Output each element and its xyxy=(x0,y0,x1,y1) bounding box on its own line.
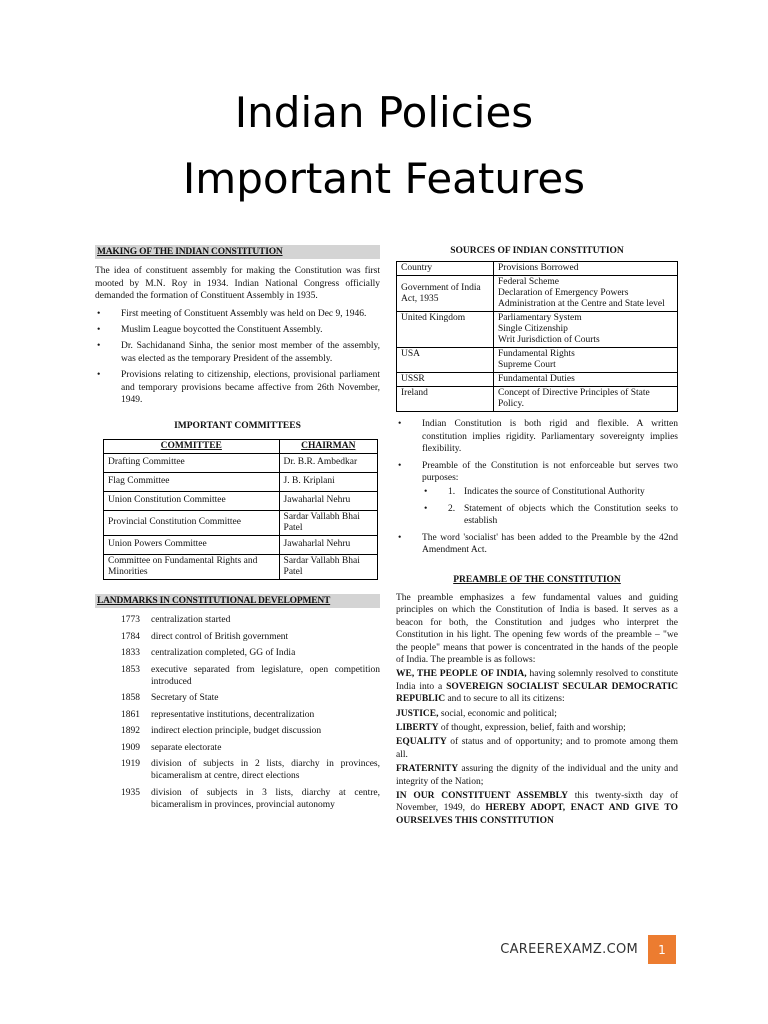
table-cell: J. B. Kriplani xyxy=(279,472,377,491)
list-item xyxy=(95,709,380,721)
list-item xyxy=(95,742,380,754)
column-header: Provisions Borrowed xyxy=(494,262,678,276)
preamble-fraternity xyxy=(396,763,678,788)
table-cell xyxy=(494,348,678,373)
list-item xyxy=(95,664,380,689)
landmark-year: 1784 xyxy=(121,631,140,642)
provision-line: Single Citizenship xyxy=(498,324,568,335)
provision-line: Fundamental Rights xyxy=(498,349,575,360)
provision-line: Concept of Directive Principles of State Policy. xyxy=(498,388,650,410)
provision-line: Declaration of Emergency Powers xyxy=(498,288,629,299)
column-header: CHAIRMAN xyxy=(279,439,377,453)
landmark-text: division of subjects in 2 lists, diarchy in provinces, bicameralism at centre, direct elections xyxy=(151,758,380,782)
preamble-liberty xyxy=(396,722,678,734)
plain-text: of thought, expression, belief, faith and worship; xyxy=(438,722,626,733)
bold-text: HEREBY ADOPT, ENACT AND GIVE TO OURSELVES THIS CONSTITUTION xyxy=(396,803,678,826)
page-number-badge: 1 xyxy=(648,935,676,964)
landmarks-heading: LANDMARKS IN CONSTITUTIONAL DEVELOPMENT xyxy=(95,594,380,608)
plain-text: assuring the dignity of the individual and the unity and integrity of the Nation; xyxy=(396,764,678,787)
table-row xyxy=(104,535,378,554)
constitution-bullets xyxy=(396,418,678,556)
provision-line: Parliamentary System xyxy=(498,313,582,324)
preamble-in-our xyxy=(396,790,678,827)
table-cell: Sardar Vallabh Bhai Patel xyxy=(279,554,377,579)
table-cell xyxy=(494,387,678,412)
list-item: • Dr. Sachidanand Sinha, the senior most member of the assembly, was elected as the temporary President of the assembly. xyxy=(95,340,380,365)
table-cell: Drafting Committee xyxy=(104,453,280,472)
bold-text: LIBERTY xyxy=(396,722,439,733)
table-row xyxy=(397,348,678,373)
committees-heading: IMPORTANT COMMITTEES xyxy=(174,421,301,432)
preamble-we xyxy=(396,668,678,705)
making-heading: MAKING OF THE INDIAN CONSTITUTION xyxy=(95,245,380,259)
list-item xyxy=(95,631,380,643)
landmark-year: 1773 xyxy=(121,615,140,626)
bold-text: JUSTICE, xyxy=(396,708,439,719)
table-cell: Sardar Vallabh Bhai Patel xyxy=(279,510,377,535)
landmark-year: 1853 xyxy=(121,664,140,675)
list-item xyxy=(95,725,380,737)
landmark-text: centralization started xyxy=(151,615,231,626)
list-item xyxy=(422,486,678,498)
page-title-line1: Indian Policies xyxy=(234,88,534,137)
bold-text: IN OUR CONSTITUENT ASSEMBLY xyxy=(396,790,568,801)
committees-table xyxy=(103,439,378,580)
list-item: • Muslim League boycotted the Constituent Assembly. xyxy=(95,324,380,336)
sources-heading: SOURCES OF INDIAN CONSTITUTION xyxy=(450,246,624,256)
provision-line: Writ Jurisdiction of Courts xyxy=(498,335,600,346)
landmark-text: centralization completed, GG of India xyxy=(151,648,296,659)
plain-text: having solemnly resolved to constitute India into a xyxy=(396,669,678,692)
table-cell: Provincial Constitution Committee xyxy=(104,510,280,535)
preamble-justice xyxy=(396,708,678,720)
landmark-text: executive separated from legislature, open competition introduced xyxy=(151,664,380,687)
table-cell: Committee on Fundamental Rights and Minorities xyxy=(104,554,280,579)
table-cell: Ireland xyxy=(397,387,494,412)
list-item xyxy=(95,647,380,659)
list-item xyxy=(95,758,380,783)
table-row xyxy=(397,312,678,348)
table-cell: United Kingdom xyxy=(397,312,494,348)
table-cell xyxy=(494,312,678,348)
preamble-heading: PREAMBLE OF THE CONSTITUTION xyxy=(453,575,621,586)
right-column xyxy=(396,245,678,829)
column-header: COMMITTEE xyxy=(104,439,280,453)
table-cell xyxy=(494,373,678,387)
landmark-year: 1909 xyxy=(121,742,140,753)
table-cell: Government of India Act, 1935 xyxy=(397,276,494,312)
making-intro: The idea of constituent assembly for making the Constitution was first mooted by M.N. Roy in 1934. Indian National Congress officially demanded the formation of Constituent Assembly in 1935. xyxy=(95,266,380,302)
table-row xyxy=(104,491,378,510)
list-item xyxy=(396,460,678,528)
sub-number: • 1. xyxy=(448,487,456,498)
provision-line: Fundamental Duties xyxy=(498,374,575,385)
landmark-year: 1833 xyxy=(121,648,140,659)
landmark-year: 1919 xyxy=(121,758,140,769)
sources-table xyxy=(396,261,678,412)
table-cell: Union Constitution Committee xyxy=(104,491,280,510)
landmark-text: indirect election principle, budget discussion xyxy=(151,726,322,737)
list-item xyxy=(95,614,380,626)
list-item: • First meeting of Constituent Assembly was held on Dec 9, 1946. xyxy=(95,308,380,320)
table-row xyxy=(104,453,378,472)
plain-text: of status and of opportunity; and to promote among them all. xyxy=(396,737,678,760)
preamble-section xyxy=(396,574,678,827)
table-cell: Jawaharlal Nehru xyxy=(279,535,377,554)
list-item xyxy=(95,692,380,704)
table-cell xyxy=(494,276,678,312)
making-bullets xyxy=(95,308,380,407)
table-cell: Dr. B.R. Ambedkar xyxy=(279,453,377,472)
list-item xyxy=(422,503,678,528)
landmarks-section xyxy=(95,594,380,812)
table-cell: USA xyxy=(397,348,494,373)
table-header-row xyxy=(104,439,378,453)
left-column xyxy=(95,245,380,816)
list-item: • Provisions relating to citizenship, elections, provisional parliament and temporary provisions became affective from 26th November, 1949. xyxy=(95,369,380,406)
landmark-year: 1935 xyxy=(121,787,140,798)
plain-text: and to secure to all its citizens: xyxy=(445,694,565,705)
landmark-text: direct control of British government xyxy=(151,631,289,642)
table-cell: Flag Committee xyxy=(104,472,280,491)
landmark-text: separate electorate xyxy=(151,742,222,753)
landmark-year: 1861 xyxy=(121,709,140,720)
landmark-text: Secretary of State xyxy=(151,693,219,704)
table-cell: Jawaharlal Nehru xyxy=(279,491,377,510)
bold-text: WE, THE PEOPLE OF INDIA, xyxy=(396,669,527,680)
preamble-intro: The preamble emphasizes a few fundamental values and guiding principles on which the Constitution of India is based. It serves as a beacon for both, the Constitution and judges who interpret the Constitution in his light. The opening few words of the preamble – "we the people" means that power is concentrated in the hands of the people of India. The preamble is as follows: xyxy=(396,592,678,665)
table-row xyxy=(397,276,678,312)
bold-text: FRATERNITY xyxy=(396,764,459,775)
landmark-text: representative institutions, decentralization xyxy=(151,709,315,720)
plain-text: this twenty-sixth day of November, 1949, do xyxy=(396,790,678,814)
bold-text: SOVEREIGN SOCIALIST SECULAR DEMOCRATIC REPUBLIC xyxy=(396,681,679,705)
sub-list xyxy=(422,486,678,527)
table-cell: USSR xyxy=(397,373,494,387)
table-row xyxy=(104,554,378,579)
landmark-year: 1892 xyxy=(121,726,140,737)
column-header: Country xyxy=(397,262,494,276)
landmark-year: 1858 xyxy=(121,693,140,704)
list-item xyxy=(95,787,380,812)
bullet-text: Preamble of the Constitution is not enforceable but serves two purposes: xyxy=(422,460,678,484)
provision-line: Administration at the Centre and State level xyxy=(498,299,665,310)
sub-number: • 2. xyxy=(448,503,456,514)
table-row xyxy=(397,373,678,387)
provision-line: Federal Scheme xyxy=(498,277,559,288)
table-header-row xyxy=(397,262,678,276)
sub-text: Statement of objects which the Constitution seeks to establish xyxy=(464,503,678,527)
landmark-text: division of subjects in 3 lists, diarchy at centre, bicameralism in provinces, provincial autonomy xyxy=(151,787,380,811)
table-row xyxy=(397,387,678,412)
sub-text: Indicates the source of Constitutional Authority xyxy=(464,487,645,498)
footer-site[interactable]: CAREEREXAMZ.COM xyxy=(500,942,638,957)
provision-line: Supreme Court xyxy=(498,360,556,371)
preamble-equality xyxy=(396,736,678,761)
list-item: • The word 'socialist' has been added to the Preamble by the 42nd Amendment Act. xyxy=(396,532,678,557)
table-cell: Union Powers Committee xyxy=(104,535,280,554)
list-item: • Indian Constitution is both rigid and flexible. A written constitution implies rigidity. Parliamentary sovereignty implies flexibility. xyxy=(396,418,678,455)
table-row xyxy=(104,510,378,535)
bold-text: EQUALITY xyxy=(396,737,447,748)
plain-text: social, economic and political; xyxy=(438,708,557,719)
table-row xyxy=(104,472,378,491)
page-title-line2: Important Features xyxy=(182,154,586,203)
